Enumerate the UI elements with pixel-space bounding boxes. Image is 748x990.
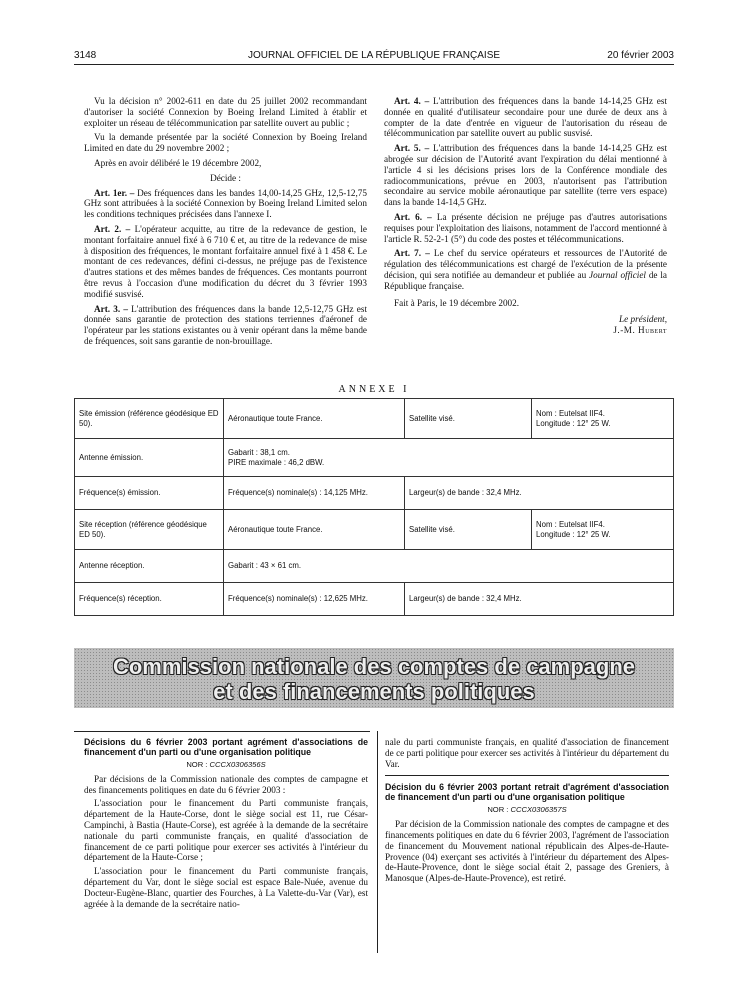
signer-title: Le président,	[619, 314, 667, 325]
table-cell: Aéronautique toute France.	[224, 399, 405, 439]
right-column	[384, 96, 667, 336]
table-cell	[224, 439, 674, 477]
left-column	[84, 96, 367, 351]
satellite-name: Nom : Eutelsat IIF4.	[536, 520, 605, 529]
article-label: Art. 7. –	[394, 248, 430, 259]
article-2	[84, 224, 367, 300]
paragraph: Après en avoir délibéré le 19 décembre 2002,	[94, 157, 262, 168]
table-cell: Largeur(s) de bande : 32,4 MHz.	[405, 477, 674, 510]
article-label: Art. 5. –	[394, 143, 430, 154]
article-7	[384, 248, 667, 291]
table-cell: Fréquence(s) nominale(s) : 14,125 MHz.	[224, 477, 405, 510]
article-label: Art. 4. –	[394, 96, 430, 106]
signer-name: J.-M. Hubert	[613, 325, 667, 336]
article-text: Le chef du service opérateurs et ressources de l'Autorité de régulation des télécommunications est chargé de l'exécution de la présente décision, qui sera notifiée au demandeur et publiée au	[384, 248, 668, 280]
decision-title: Décisions du 6 février 2003 portant agrément d'associations de financement d'un parti ou d'une organisation politique	[84, 737, 368, 757]
header-rule	[74, 64, 674, 65]
satellite-longitude: Longitude : 12° 25 W.	[536, 529, 611, 539]
table-cell: Satellite visé.	[405, 510, 532, 550]
section-banner	[74, 648, 674, 708]
table-cell: Gabarit : 43 × 61 cm.	[224, 550, 674, 583]
article-text: Des fréquences dans les bandes 14,00-14,25 GHz, 12,5-12,75 GHz sont attribuées à la société Connexion by Boeing Ireland Limited selon les conditions techniques précisées dans l'annexe I.	[84, 187, 367, 220]
section-left-column	[84, 737, 368, 912]
table-row	[75, 477, 674, 510]
article-text: La présente décision ne préjuge pas d'autres autorisations requises pour l'exploitation des liaisons, notamment de l'accord mentionné à l'article R. 52-2-1 (5°) du code des postes et télécommunications.	[384, 211, 667, 244]
banner-title-line-2: et des financements politiques	[213, 679, 535, 704]
paragraph: Par décisions de la Commission nationale des comptes de campagne et des financements politiques en date du 6 février 2003 :	[84, 773, 368, 795]
table-cell: Aéronautique toute France.	[224, 510, 405, 550]
paragraph: L'association pour le financement du Parti communiste français, département de la Haute-Corse, dont le siège social est 11, rue César-Campinchi, à Bastia (Haute-Corse), est agréée à la demande de la secrétaire nationale du parti communiste français, en qualité d'association de financement de ce parti politique pour exercer ses activités à l'intérieur du département de la Haute-Corse ;	[84, 798, 368, 863]
annex-title: ANNEXE I	[338, 384, 410, 395]
nor-reference	[84, 760, 368, 771]
annex-table	[74, 398, 674, 616]
article-label: Art. 6. –	[394, 211, 432, 222]
table-row	[75, 399, 674, 439]
eirp-max: PIRE maximale : 46,2 dBW.	[228, 457, 325, 467]
nor-label: NOR :	[186, 760, 210, 769]
table-row	[75, 550, 674, 583]
paragraph: Vu la demande présentée par la société Connexion by Boeing Ireland Limited en date du 29 novembre 2002 ;	[84, 132, 367, 154]
table-row	[75, 583, 674, 616]
nor-label: NOR :	[487, 805, 511, 815]
article-text: de la République française.	[384, 269, 667, 291]
signature-place-date: Fait à Paris, le 19 décembre 2002.	[394, 297, 520, 308]
paragraph-continued: nale du parti communiste français, en qualité d'association de financement de ce parti politique pour exercer ses activités à l'intérieur du département du Var.	[385, 737, 669, 769]
section-rule	[385, 775, 669, 776]
article-text: L'attribution des fréquences dans la bande 14-14,25 GHz est abrogée sur décision de l'Autorité avant l'expiration du délai mentionné à l'article 4 si les décisions prises lors de la Conférence mondiale des radiocommunications, prévue en 2003, n'autorisent pas l'attribution secondaire au service mobile aéronautique par satellite (terre vers espace) dans la bande 14-14,5 GHz.	[384, 143, 667, 208]
table-cell-label: Site émission (référence géodésique ED 50).	[75, 399, 224, 439]
page-number: 3148	[74, 50, 97, 61]
article-text: L'attribution des fréquences dans la bande 12,5-12,75 GHz est donnée sans garantie de protection des stations terriennes d'aéronef de l'opérateur par les stations existantes ou à venir opérant dans la même bande de fréquences, soit sans garantie de non-brouillage.	[84, 303, 367, 346]
article-text: L'attribution des fréquences dans la bande 14-14,25 GHz est donnée en qualité d'utilisateur secondaire pour une durée de deux ans à compter de la date d'entrée en vigueur de l'autorisation du réseau de télécommunication par satellite ouvert au public susvisé.	[384, 96, 667, 139]
table-cell-label: Site réception (référence géodésique ED 50).	[75, 510, 224, 550]
article-label: Art. 2. –	[94, 223, 131, 234]
banner-title-line-1: Commission nationale des comptes de campagne	[112, 654, 636, 679]
satellite-name: Nom : Eutelsat IIF4.	[536, 409, 605, 418]
table-row	[75, 510, 674, 550]
issue-date: 20 février 2003	[607, 50, 674, 61]
table-cell-label: Fréquence(s) réception.	[75, 583, 224, 616]
satellite-longitude: Longitude : 12° 25 W.	[536, 418, 611, 428]
table-cell-label: Antenne réception.	[75, 550, 224, 583]
article-text: L'opérateur acquitte, au titre de la redevance de gestion, le montant forfaitaire annuel fixé à 6 710 € et, au titre de la redevance de mise à disposition des fréquences, le montant forfaitaire annuel fixé à 1 458 €. Le montant de ces redevances, défini ci-dessus, ne préjuge pas de l'existence d'autres stations et des mêmes bandes de fréquences. Ces montants pourront être revus à l'occasion d'une modification du décret du 3 février 1993 modifié susvisé.	[84, 223, 368, 299]
column-divider	[377, 731, 378, 953]
table-cell	[532, 510, 674, 550]
table-cell: Fréquence(s) nominale(s) : 12,625 MHz.	[224, 583, 405, 616]
section-right-column	[385, 737, 669, 887]
paragraph: Par décision de la Commission nationale des comptes de campagne et des financements politiques en date du 6 février 2003, l'agrément de l'association de financement du Mouvement national républicain des Alpes-de-Haute-Provence (04) exerçant ses activités à l'intérieur du département des Alpes-de-Haute-Provence, dont le siège social était 2, passage des Greniers, à Manosque (Alpes-de-Haute-Provence), est retiré.	[385, 819, 669, 884]
article-label: Art. 3. –	[94, 303, 128, 314]
nor-code: CCCX0306357S	[510, 805, 567, 815]
table-cell: Satellite visé.	[405, 399, 532, 439]
table-cell-label: Fréquence(s) émission.	[75, 477, 224, 510]
table-cell-label: Antenne émission.	[75, 439, 224, 477]
paragraph: Vu la décision n° 2002-611 en date du 25 juillet 2002 recommandant d'autoriser la société Connexion by Boeing Ireland Limited à établir et exploiter un réseau de télécommunication par satellite ouvert au public ;	[84, 96, 367, 128]
article-3	[84, 304, 367, 347]
article-5	[384, 143, 667, 208]
column-rule	[74, 731, 370, 732]
table-cell	[532, 399, 674, 439]
journal-officiel-ref: Journal officiel	[589, 269, 646, 280]
article-6	[384, 212, 667, 244]
article-4	[384, 96, 667, 139]
nor-reference	[385, 805, 669, 816]
table-row	[75, 439, 674, 477]
article-label: Art. 1er. –	[94, 187, 135, 198]
decision-title: Décision du 6 février 2003 portant retrait d'agrément d'association de financement d'un parti ou d'une organisation politique	[385, 782, 669, 803]
article-1	[84, 188, 367, 220]
journal-title: JOURNAL OFFICIEL DE LA RÉPUBLIQUE FRANÇAISE	[247, 50, 501, 61]
antenna-gauge: Gabarit : 38,1 cm.	[228, 448, 290, 457]
nor-code: CCCX0306356S	[209, 760, 266, 769]
decide-heading: Décide :	[210, 172, 241, 183]
table-cell: Largeur(s) de bande : 32,4 MHz.	[405, 583, 674, 616]
paragraph: L'association pour le financement du Parti communiste français, département du Var, dont le siège social est espace Bale-Nuée, avenue du Docteur-Eugène-Blanc, quartier des Fourches, à La Valette-du-Var (Var), est agréée à la demande de la secrétaire natio-	[84, 866, 368, 909]
